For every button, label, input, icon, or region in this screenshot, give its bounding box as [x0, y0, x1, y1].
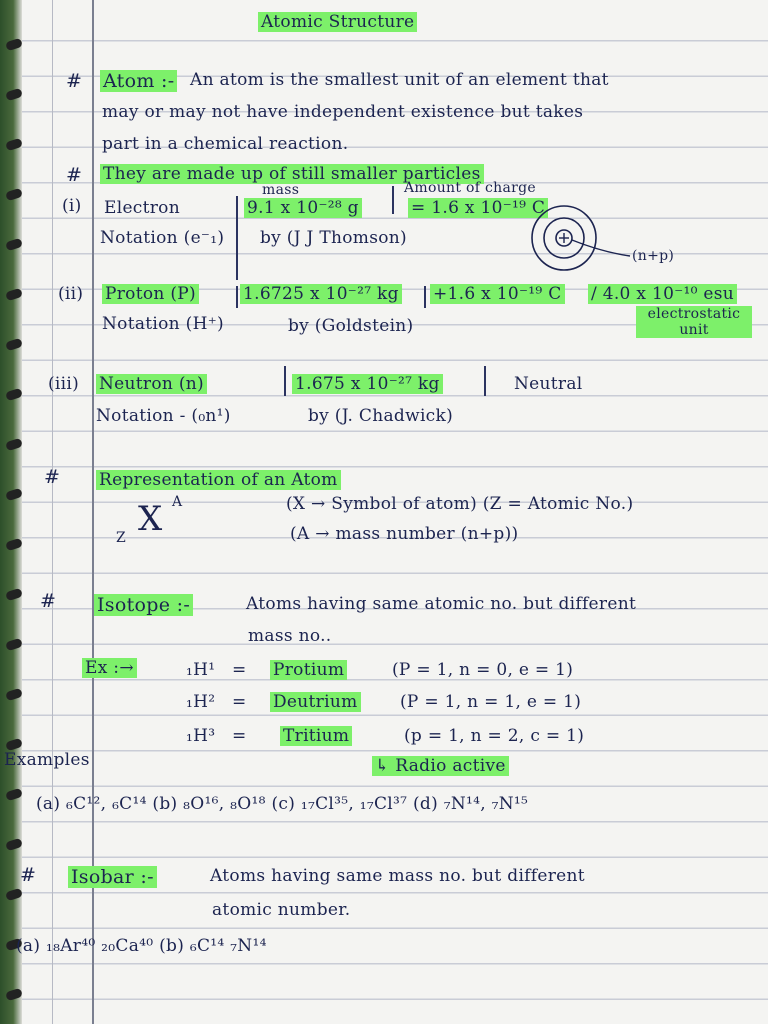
atom-definition-line3: part in a chemical reaction. [102, 134, 349, 154]
electron-charge: = 1.6 x 10⁻¹⁹ C [408, 198, 548, 218]
representation-heading: Representation of an Atom [96, 470, 341, 490]
table-divider [284, 366, 286, 396]
neutron-name: Neutron (n) [96, 374, 207, 394]
isotope-symbol: ₁H³ [186, 726, 216, 746]
proton-charge-esu: / 4.0 x 10⁻¹⁰ esu [588, 284, 737, 304]
electron-mass: 9.1 x 10⁻²⁸ g [244, 198, 362, 218]
proton-name: Proton (P) [102, 284, 199, 304]
isotope-label: Isotope :- [94, 594, 193, 616]
isotope-definition-line2: mass no.. [248, 626, 332, 646]
section-marker: # [40, 590, 57, 612]
representation-line2: (A → mass number (n+p)) [290, 524, 519, 544]
table-divider [236, 196, 238, 280]
equals-sign: = [232, 726, 247, 746]
table-divider [424, 286, 426, 308]
nucleus-label: (n+p) [632, 248, 675, 264]
neutron-discoverer: by (J. Chadwick) [308, 406, 454, 426]
isobar-definition-line2: atomic number. [212, 900, 351, 920]
isotope-detail: (p = 1, n = 2, c = 1) [404, 726, 585, 746]
margin-line-left [52, 0, 53, 1024]
proton-charge: +1.6 x 10⁻¹⁹ C [430, 284, 565, 304]
proton-mass: 1.6725 x 10⁻²⁷ kg [240, 284, 402, 304]
radioactive-note: ↳ Radio active [372, 756, 509, 776]
neutron-number: (iii) [48, 374, 80, 394]
equals-sign: = [232, 692, 247, 712]
isotope-name: Deutrium [270, 692, 361, 712]
table-divider [484, 366, 486, 396]
isotope-definition-line1: Atoms having same atomic no. but different [246, 594, 637, 614]
proton-discoverer: by (Goldstein) [288, 316, 414, 336]
isotope-name: Tritium [280, 726, 352, 746]
electron-notation: Notation (e⁻₁) [100, 228, 225, 248]
electron-number: (i) [62, 196, 82, 216]
electron-discoverer: by (J J Thomson) [260, 228, 407, 248]
neutron-mass: 1.675 x 10⁻²⁷ kg [292, 374, 443, 394]
proton-number: (ii) [58, 284, 84, 304]
isotope-examples: (a) ₆C¹², ₆C¹⁴ (b) ₈O¹⁶, ₈O¹⁸ (c) ₁₇Cl³⁵, ₁₇Cl³⁷ (d) ₇N¹⁴, ₇N¹⁵ [36, 794, 529, 814]
atom-definition-line1: An atom is the smallest unit of an element that [190, 70, 609, 90]
isotope-symbol: ₁H² [186, 692, 216, 712]
isotope-name: Protium [270, 660, 347, 680]
table-divider [236, 286, 238, 308]
isobar-examples: (a) ₁₈Ar⁴⁰ ₂₀Ca⁴⁰ (b) ₆C¹⁴ ₇N¹⁴ [16, 936, 267, 956]
atom-label: Atom :- [100, 70, 177, 92]
atom-symbol: X [138, 499, 163, 539]
isotope-example-label: Ex :→ [82, 658, 137, 678]
section-marker: # [66, 70, 83, 92]
neutron-notation: Notation - (₀n¹) [96, 406, 231, 426]
section-marker: # [44, 466, 61, 488]
mass-column-label: mass [262, 182, 300, 198]
equals-sign: = [232, 660, 247, 680]
charge-column-label: Amount of charge [404, 180, 536, 196]
section-marker: # [66, 164, 83, 186]
particles-intro: They are made up of still smaller particles [100, 164, 484, 184]
esu-note: electrostatic unit [636, 306, 752, 338]
isobar-label: Isobar :- [68, 866, 157, 888]
section-marker: # [20, 864, 37, 886]
atom-definition-line2: may or may not have independent existence but takes [102, 102, 584, 122]
spiral-binding [0, 0, 22, 1024]
mass-number-superscript: A [172, 494, 183, 510]
representation-line1: (X → Symbol of atom) (Z = Atomic No.) [286, 494, 634, 514]
proton-notation: Notation (H⁺) [102, 314, 224, 334]
atom-diagram [512, 204, 712, 274]
table-divider [392, 186, 394, 214]
examples-label: Examples [4, 750, 90, 770]
neutron-charge: Neutral [514, 374, 583, 394]
page-title: Atomic Structure [258, 12, 417, 32]
isobar-definition-line1: Atoms having same mass no. but different [210, 866, 585, 886]
isotope-detail: (P = 1, n = 0, e = 1) [392, 660, 574, 680]
atomic-number-subscript: Z [116, 530, 127, 546]
isotope-detail: (P = 1, n = 1, e = 1) [400, 692, 582, 712]
electron-name: Electron [104, 198, 180, 218]
isotope-symbol: ₁H¹ [186, 660, 216, 680]
